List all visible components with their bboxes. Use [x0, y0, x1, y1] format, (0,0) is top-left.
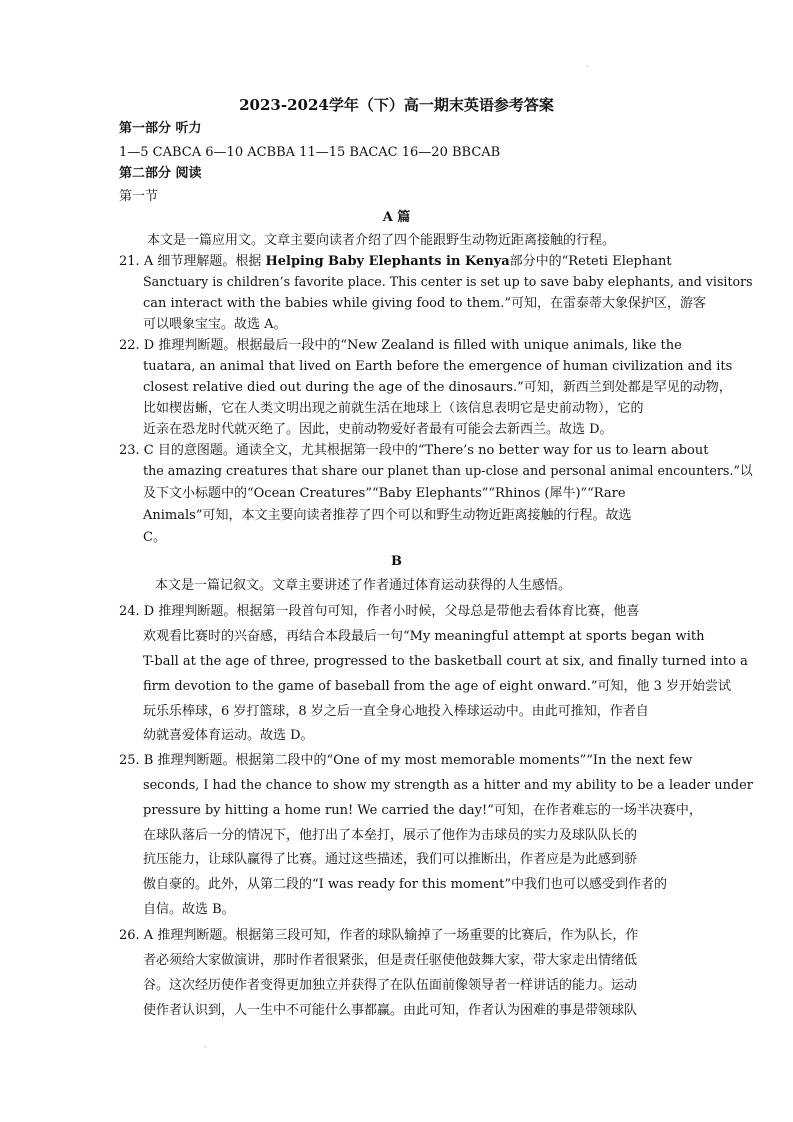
part2-heading: 第二部分 阅读: [119, 166, 202, 181]
q24-line-3: T-ball at the age of three, progressed to the basketball court at six, and finally turned into a: [143, 654, 748, 669]
q23-line-4: Animals”可知，本文主要向读者推荐了四个可以和野生动物近距离接触的行程。故选: [143, 508, 632, 523]
page-title: 2023-2024学年（下）高一期末英语参考答案: [239, 96, 554, 114]
q25-line-6: 傲自豪的。此外，从第二段的“I was ready for this moment”中我们也可以感受到作者的: [143, 877, 668, 892]
q22-line-1: 22. D 推理判断题。根据最后一段中的“New Zealand is filled with unique animals, like the: [119, 338, 682, 353]
q21-pre: A 细节理解题。根据: [143, 254, 266, 269]
q26-line-2: 者必须给大家做演讲，那时作者很紧张，但是责任驱使他鼓舞大家，带大家走出情绪低: [143, 953, 638, 968]
q21-line-4: 可以喂象宝宝。故选 A。: [143, 317, 287, 332]
q26-line-3: 谷。这次经历使作者变得更加独立并获得了在队伍面前像领导者一样讲话的能力。运动: [143, 978, 638, 993]
q21-line-1: [119, 253, 672, 271]
q21-number: 21.: [119, 254, 144, 269]
passage-a-label: A 篇: [382, 210, 411, 225]
q26-line-4: 使作者认识到，人一生中不可能什么事都赢。由此可知，作者认为困难的事是带领球队: [143, 1003, 638, 1018]
q24-line-6: 幼就喜爱体育运动。故选 D。: [143, 728, 314, 743]
q24-line-4: firm devotion to the game of baseball from the age of eight onward.”可知，他 3 岁开始尝试: [143, 679, 732, 694]
q25-line-4: 在球队落后一分的情况下，他打出了本垒打，展示了他作为击球员的实力及球队队长的: [143, 828, 638, 843]
q25-line-5: 抗压能力，让球队赢得了比赛。通过这些描述，我们可以推断出，作者应是为此感到骄: [143, 852, 638, 867]
q22-line-2: tuatara, an animal that lived on Earth before the emergence of human civilization and its: [143, 359, 733, 374]
section-label: 第一节: [119, 189, 159, 204]
scan-mark: ·: [586, 62, 589, 71]
q21-line-2: Sanctuary is children’s favorite place. This center is set up to save baby elephants, and visitors: [143, 275, 753, 290]
q23-line-2: the amazing creatures that share our planet than up-close and personal animal encounters.”以: [143, 464, 753, 479]
q21-line-3: can interact with the babies while giving food to them.”可知，在雷泰蒂大象保护区，游客: [143, 296, 707, 311]
q26-line-1: 26. A 推理判断题。根据第三段可知，作者的球队输掉了一场重要的比赛后，作为队长，作: [119, 928, 639, 943]
q23-line-3: 及下文小标题中的“Ocean Creatures”“Baby Elephants”“Rhinos (犀牛)”“Rare: [143, 486, 626, 501]
q25-line-2: seconds, I had the chance to show my strength as a hitter and my ability to be a leader under: [143, 778, 753, 793]
q25-line-7: 自信。故选 B。: [143, 902, 235, 917]
listening-answers: 1—5 CABCA 6—10 ACBBA 11—15 BACAC 16—20 BBCAB: [119, 145, 501, 160]
q22-line-3: closest relative died out during the age of the dinosaurs.”可知，新西兰到处都是罕见的动物，: [143, 380, 732, 395]
q24-line-1: 24. D 推理判断题。根据第一段首句可知，作者小时候，父母总是带他去看体育比赛，他喜: [119, 604, 640, 619]
q24-line-5: 玩乐乐棒球，6 岁打篮球，8 岁之后一直全身心地投入棒球运动中。由此可推知，作者自: [143, 704, 649, 719]
passage-b-intro: 本文是一篇记叙文。文章主要讲述了作者通过体育运动获得的人生感悟。: [155, 578, 572, 593]
q24-line-2: 欢观看比赛时的兴奋感，再结合本段最后一句“My meaningful attempt at sports began with: [143, 629, 705, 644]
q21-heading-ref: Helping Baby Elephants in Kenya: [265, 254, 510, 269]
passage-b-label: B: [391, 554, 402, 569]
q22-line-4: 比如楔齿蜥，它在人类文明出现之前就生活在地球上（该信息表明它是史前动物），它的: [143, 401, 644, 416]
q22-line-5: 近亲在恐龙时代就灭绝了。因此，史前动物爱好者最有可能会去新西兰。故选 D。: [143, 422, 613, 437]
q21-post: 部分中的“Reteti Elephant: [509, 254, 672, 269]
part1-heading-text: 第一部分 听力: [119, 121, 202, 136]
q25-line-1: 25. B 推理判断题。根据第二段中的“One of my most memorable moments”“In the next few: [119, 753, 693, 768]
q23-line-1: 23. C 目的意图题。通读全文，尤其根据第一段中的“There’s no better way for us to learn about: [119, 443, 709, 458]
passage-a-intro: 本文是一篇应用文。文章主要向读者介绍了四个能跟野生动物近距离接触的行程。: [147, 233, 616, 248]
q25-line-3: pressure by hitting a home run! We carried the day!”可知，在作者难忘的一场半决赛中，: [143, 803, 702, 818]
scan-mark-bottom: ·: [204, 1043, 207, 1052]
q23-line-5: C。: [143, 530, 166, 545]
